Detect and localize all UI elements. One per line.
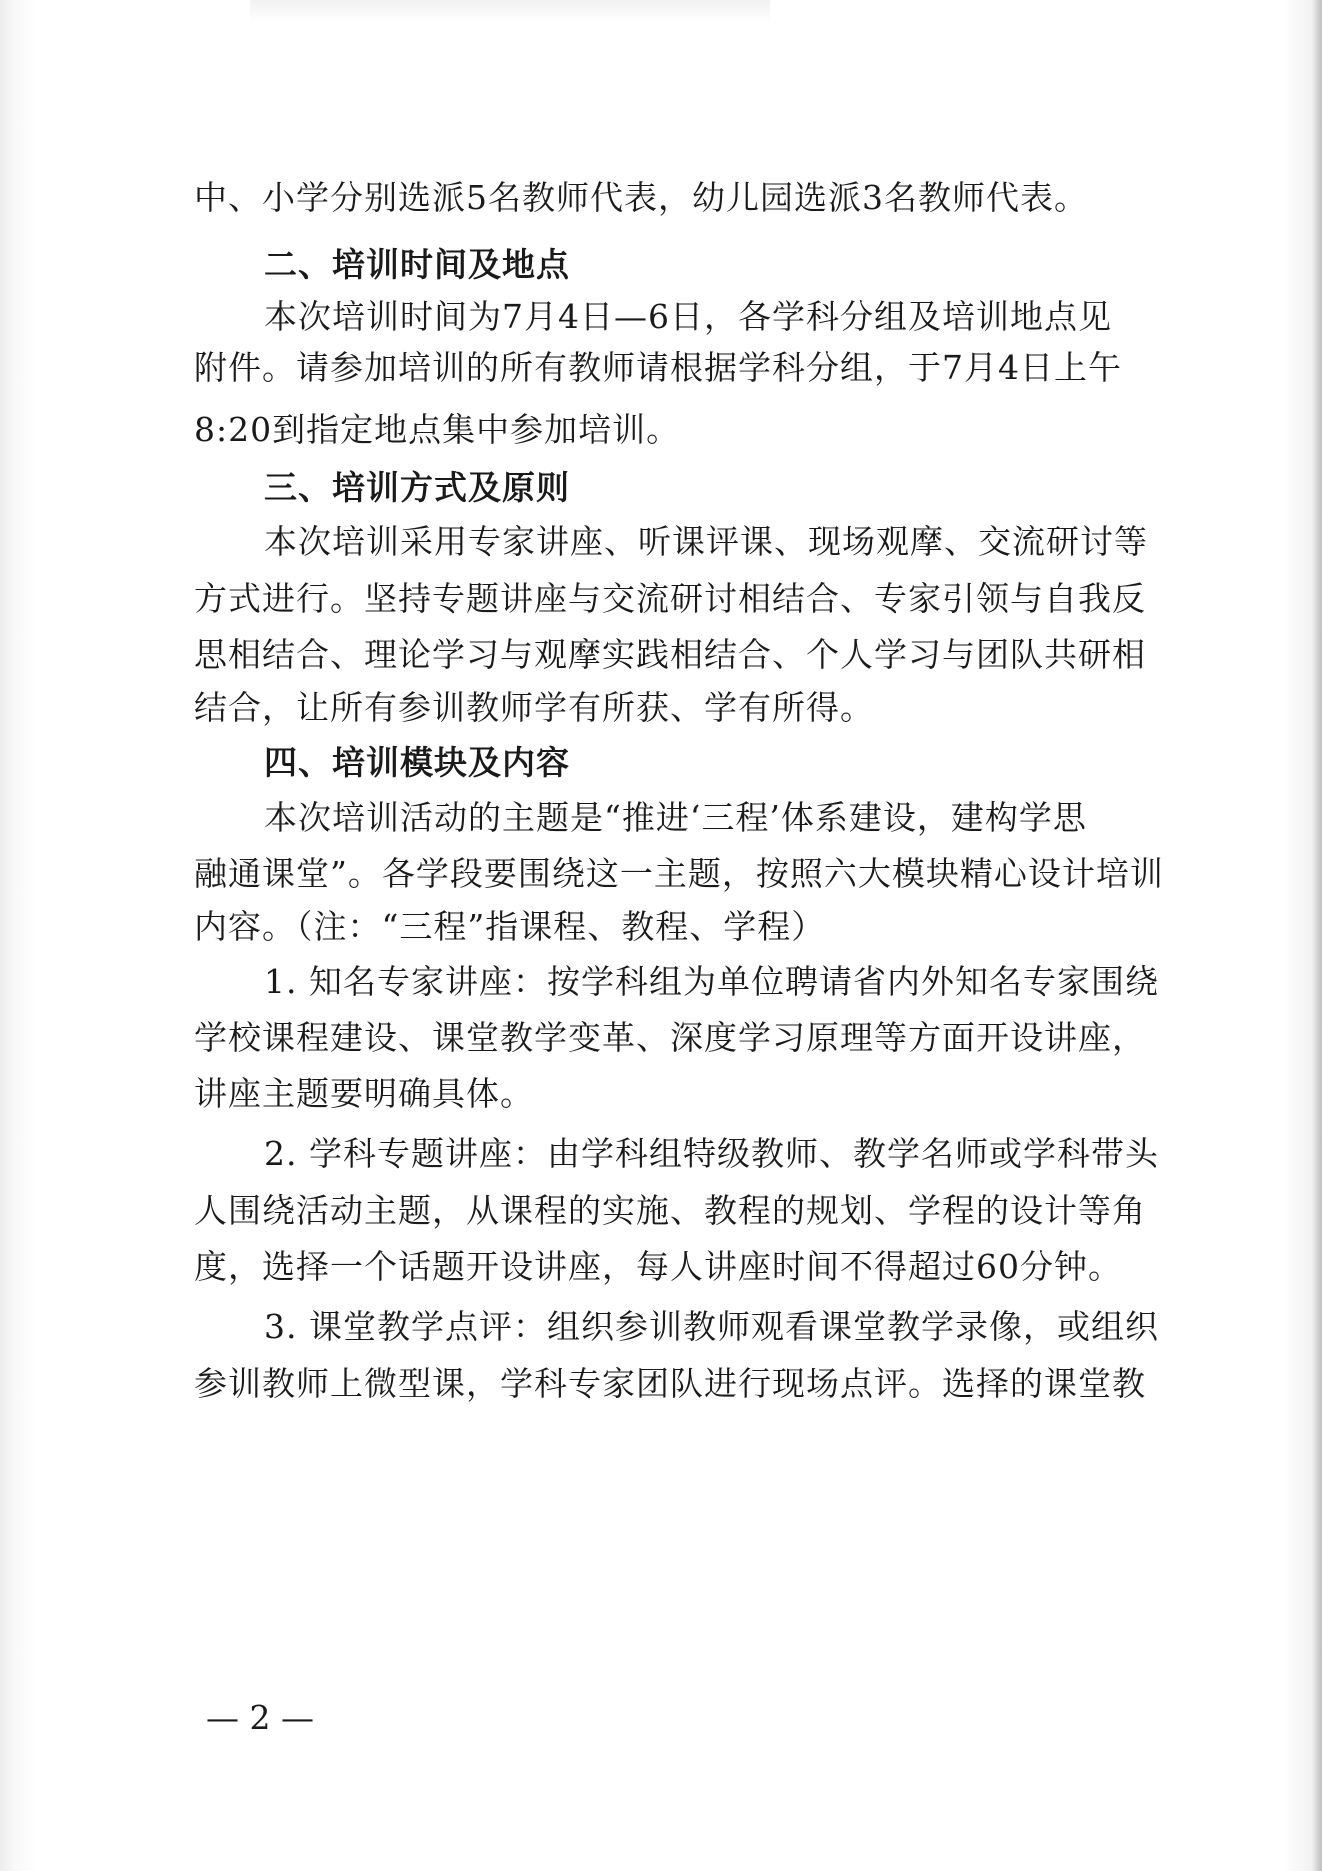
list-item-1-line: 讲座主题要明确具体。 <box>194 1074 534 1113</box>
list-item-1-line: 1. 知名专家讲座：按学科组为单位聘请省内外知名专家围绕 <box>264 962 1159 1001</box>
paragraph-line: 中、小学分别选派5名教师代表，幼儿园选派3名教师代表。 <box>194 178 1088 217</box>
list-item-1-line: 学校课程建设、课堂教学变革、深度学习原理等方面开设讲座， <box>194 1018 1146 1057</box>
section-heading-3: 三、培训方式及原则 <box>264 468 570 507</box>
list-item-2-line: 度，选择一个话题开设讲座，每人讲座时间不得超过60分钟。 <box>194 1247 1122 1286</box>
paragraph-line: 本次培训时间为7月4日—6日，各学科分组及培训地点见 <box>264 297 1112 336</box>
paragraph-line: 附件。请参加培训的所有教师请根据学科分组，于7月4日上午 <box>194 348 1122 387</box>
paragraph-line: 结合，让所有参训教师学有所获、学有所得。 <box>194 688 874 727</box>
paragraph-line: 8:20到指定地点集中参加培训。 <box>194 410 681 449</box>
section-heading-2: 二、培训时间及地点 <box>264 245 570 284</box>
list-item-2-line: 2. 学科专题讲座：由学科组特级教师、教学名师或学科带头 <box>264 1134 1159 1173</box>
section-heading-4: 四、培训模块及内容 <box>264 743 570 782</box>
paragraph-line: 方式进行。坚持专题讲座与交流研讨相结合、专家引领与自我反 <box>194 579 1146 618</box>
list-item-3-line: 参训教师上微型课，学科专家团队进行现场点评。选择的课堂教 <box>194 1364 1146 1403</box>
page-edge-shadow <box>1312 0 1322 1871</box>
list-item-2-line: 人围绕活动主题，从课程的实施、教程的规划、学程的设计等角 <box>194 1191 1146 1230</box>
scan-bleed <box>250 0 770 22</box>
page-number: — 2 — <box>206 1698 314 1737</box>
paragraph-line: 本次培训采用专家讲座、听课评课、现场观摩、交流研讨等 <box>264 522 1148 561</box>
paragraph-line: 本次培训活动的主题是“推进‘三程’体系建设，建构学思 <box>264 798 1087 837</box>
paragraph-line: 思相结合、理论学习与观摩实践相结合、个人学习与团队共研相 <box>194 635 1146 674</box>
list-item-3-line: 3. 课堂教学点评：组织参训教师观看课堂教学录像，或组织 <box>264 1307 1159 1346</box>
paragraph-line: 内容。（注：“三程”指课程、教程、学程） <box>194 907 826 946</box>
paragraph-line: 融通课堂”。各学段要围绕这一主题，按照六大模块精心设计培训 <box>194 854 1164 893</box>
